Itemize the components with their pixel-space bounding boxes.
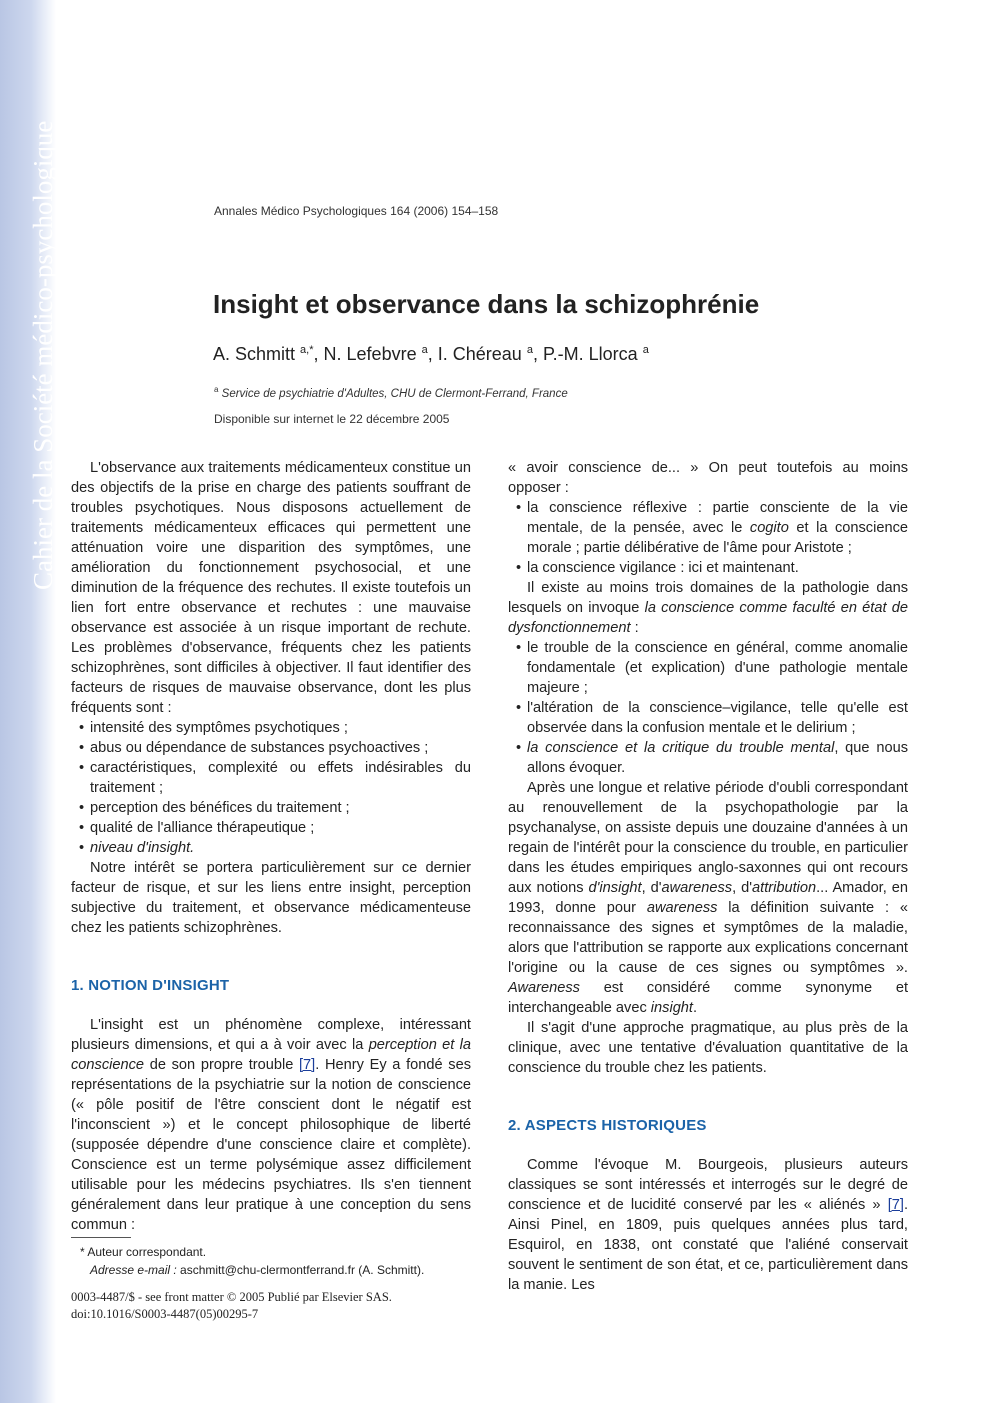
conscience-list [508, 498, 908, 578]
pathology-paragraph: Il existe au moins trois domaines de la pathologie dans lesquels on invoque la conscience comme faculté en état de dysfonctionnement : [508, 580, 908, 636]
author-name: P.-M. Llorca [542, 344, 638, 364]
list-item: • perception des bénéfices du traitement ; [79, 800, 350, 816]
right-column [508, 458, 908, 1295]
journal-reference: Annales Médico Psychologiques 164 (2006) 154–158 [214, 204, 499, 218]
pragmatic-paragraph: Il s'agit d'une approche pragmatique, au plus près de la clinique, avec une tentative d'évaluation quantitative de la conscience du trouble chez les patients. [508, 1020, 908, 1076]
author-affiliation-mark: a [526, 344, 533, 356]
footnote [80, 1243, 424, 1279]
availability-date: Disponible sur internet le 22 décembre 2005 [214, 412, 450, 426]
reference-link[interactable]: [7] [299, 1057, 316, 1073]
bullet-icon: • [79, 740, 85, 756]
bullet-icon: • [79, 800, 85, 816]
left-column [71, 458, 471, 1235]
author-list: A. Schmitt $^{a,*}$, N. Lefebvre $^a$, I. Chéreau $^a$, P.-M. Llorca $^a$ [213, 344, 649, 364]
pathology-list [508, 638, 908, 778]
author-name: N. Lefebvre [323, 344, 417, 364]
list-item: • qualité de l'alliance thérapeutique ; [79, 820, 315, 836]
list-item: • l'altération de la conscience–vigilance, telle qu'elle est observée dans la confusion mentale et le delirium ; [516, 700, 908, 736]
bullet-icon: • [516, 560, 522, 576]
author-affiliation-mark: a [421, 344, 428, 356]
sidebar-text: Cahier de la Société médico-psychologique [28, 120, 58, 590]
author-name: I. Chéreau [437, 344, 522, 364]
author-affiliation-mark: a [642, 344, 649, 356]
list-item: • intensité des symptômes psychotiques ; [79, 720, 348, 736]
awareness-paragraph: Après une longue et relative période d'oubli correspondant au renouvellement de la psychopathologie par la psychanalyse, on assiste depuis une douzaine d'années à un regain de l'intérêt pour la conscience du trouble, en particulier dans les études empiriques anglo-saxonnes qui ont recours aux notions d'insight, d'awareness, d'attribution... Amador, en 1993, donne pour awareness la définition suivante : « reconnaissance des signes et symptômes de la maladie, alors que l'attribution se rapporte aux explications concernant l'origine ou la cause de ces signes ou symptômes ». Awareness est considéré comme synonyme et interchangeable avec insight. [508, 780, 908, 1016]
sidebar-label [0, 0, 56, 1403]
reference-link[interactable]: [7] [887, 1197, 904, 1213]
doi-line: doi:10.1016/S0003-4487(05)00295-7 [71, 1307, 259, 1321]
footnote-email: Adresse e-mail : aschmitt@chu-clermontferrand.fr (A. Schmitt). [90, 1263, 425, 1277]
bullet-icon: • [79, 760, 85, 776]
copyright-line: 0003-4487/$ - see front matter © 2005 Publié par Elsevier SAS. [71, 1290, 392, 1304]
list-item: • la conscience et la critique du trouble mental, que nous allons évoquer. [516, 740, 908, 776]
list-item: • la conscience vigilance : ici et maintenant. [516, 560, 799, 576]
list-item: • niveau d'insight. [79, 840, 195, 856]
section-heading-insight: 1. NOTION D'INSIGHT [71, 977, 230, 994]
risk-factor-list [71, 718, 471, 858]
author-name: A. Schmitt [213, 344, 296, 364]
bullet-icon: • [516, 500, 522, 516]
affiliation [214, 385, 568, 400]
list-item: • caractéristiques, complexité ou effets indésirables du traitement ; [79, 760, 471, 796]
bullet-icon: • [516, 700, 522, 716]
list-item: • abus ou dépendance de substances psychoactives ; [79, 740, 429, 756]
footnote-divider [71, 1237, 131, 1238]
bullet-icon: • [79, 820, 85, 836]
list-item: • le trouble de la conscience en général, comme anomalie fondamentale (et explication) d'une pathologie mentale majeure ; [516, 640, 908, 696]
insight-paragraph: L'insight est un phénomène complexe, intéressant plusieurs dimensions, et qui a à voir avec la perception et la conscience de son propre trouble [7]. Henry Ey a fondé ses représentations de la psychiatrie sur la notion de conscience (« pôle positif de l'être conscient dont le négatif est l'inconscient ») et le concept philosophique de liberté (supposée dépendre d'une conscience claire et complète). Conscience est un terme polysémique assez difficilement utilisable pour les médecins psychiatres. Ils s'en tiennent généralement dans leur pratique à une conception du sens commun : [71, 1017, 472, 1233]
continuation-paragraph: « avoir conscience de... » On peut toutefois au moins opposer : [508, 460, 908, 496]
bullet-icon: • [516, 640, 522, 656]
list-item: • la conscience réflexive : partie consciente de la vie mentale, de la pensée, avec le cogito et la conscience morale ; partie délibérative de l'âme pour Aristote ; [516, 500, 908, 556]
copyright-block [71, 1289, 392, 1323]
author-affiliation-mark: a,* [300, 344, 314, 356]
paper-title: Insight et observance dans la schizophrénie [213, 289, 760, 319]
section-heading-history: 2. ASPECTS HISTORIQUES [508, 1117, 707, 1134]
bullet-icon: • [516, 740, 522, 756]
history-paragraph: Comme l'évoque M. Bourgeois, plusieurs auteurs classiques se sont intéressés et interrogés sur le degré de conscience et de lucidité conservé par les « aliénés » [7]. Ainsi Pinel, en 1809, puis quelques années plus tard, Esquirol, en 1838, ont constaté que l'aliéné conservait souvent le sentiment de son état, et ce, particulièrement dans la manie. Les [508, 1157, 908, 1293]
affiliation-text: Service de psychiatrie d'Adultes, CHU de Clermont-Ferrand, France [221, 387, 568, 400]
affiliation-mark: a [214, 385, 219, 394]
intro-paragraph: L'observance aux traitements médicamenteux constitue un des objectifs de la prise en charge des patients souffrant de troubles psychotiques. Nous disposons actuellement de traitements médicamenteux efficaces qui permettent une atténuation voire une disparition des symptômes, une amélioration du fonctionnement psychosocial, et une diminution de la fréquence des rechutes. Il existe toutefois un lien fort entre observance et rechutes : une mauvaise observance est associée à un risque important de rechute. Les problèmes d'observance, fréquents chez les patients schizophrènes, sont difficiles à objectiver. Il faut identifier des facteurs de risques de mauvaise observance, dont les plus fréquents sont : [71, 460, 471, 716]
bullet-icon: • [79, 840, 85, 856]
bullet-icon: • [79, 720, 85, 736]
conclusion-paragraph: Notre intérêt se portera particulièrement sur ce dernier facteur de risque, et sur les liens entre insight, perception subjective du traitement, et observance médicamenteuse chez les patients schizophrènes. [71, 860, 471, 936]
footnote-corresponding: * Auteur correspondant. [80, 1245, 207, 1259]
email-link[interactable]: aschmitt@chu-clermontferrand.fr (A. Schmitt). [180, 1263, 425, 1277]
